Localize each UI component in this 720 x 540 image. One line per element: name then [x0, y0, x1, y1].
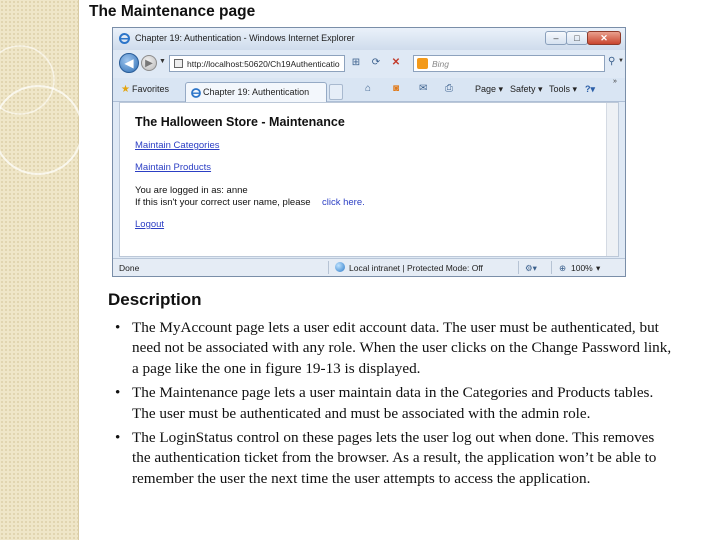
maintain-categories-link[interactable]: Maintain Categories	[135, 140, 220, 151]
read-mail-icon[interactable]: ✉	[419, 83, 428, 94]
search-placeholder: Bing	[432, 59, 450, 69]
status-text: Done	[119, 263, 140, 273]
toolbar-overflow-icon[interactable]: »	[613, 78, 617, 85]
tab-label: Chapter 19: Authentication	[203, 87, 310, 97]
stop-icon[interactable]: ✕	[391, 57, 401, 68]
vertical-scrollbar[interactable]	[606, 103, 618, 256]
description-bullet	[115, 318, 675, 379]
minimize-button[interactable]: –	[545, 31, 567, 45]
window-title: Chapter 19: Authentication - Windows Internet Explorer	[135, 33, 355, 43]
search-icon[interactable]: ⚲	[608, 56, 616, 67]
maximize-button[interactable]: □	[566, 31, 588, 45]
security-zone[interactable]: Local intranet | Protected Mode: Off	[349, 263, 483, 273]
zoom-dropdown-icon[interactable]: ▾	[596, 263, 601, 273]
status-separator	[518, 261, 519, 274]
globe-icon	[335, 262, 345, 272]
page-viewport	[119, 102, 619, 257]
maintain-products-link[interactable]: Maintain Products	[135, 162, 212, 173]
refresh-icon[interactable]: ⟳	[371, 57, 381, 68]
address-bar[interactable]	[169, 55, 345, 72]
zoom-icon[interactable]: ⊕	[559, 263, 567, 273]
favorites-button[interactable]	[117, 81, 173, 98]
safety-menu[interactable]: Safety ▾	[510, 84, 543, 94]
page-icon	[174, 59, 183, 68]
status-bar	[113, 258, 625, 276]
close-button[interactable]: ✕	[587, 31, 621, 45]
bullet-text: The LoginStatus control on these pages lets the user log out when done. This removes the authentication ticket from the browser. As a result, the application won’t be able to remember the user the next time the user attempts to access the application.	[132, 429, 657, 487]
bullet-text: The MyAccount page lets a user edit account data. The user must be authenticated, but need not be associated with any role. When the user clicks on the Change Password link, a page like the one in figure 19-13 is displayed.	[132, 319, 672, 377]
tools-menu[interactable]: Tools ▾	[549, 84, 578, 94]
description-bullet	[115, 383, 675, 424]
bing-icon	[417, 58, 428, 69]
description-list	[115, 318, 675, 493]
feeds-icon[interactable]: ◙	[393, 83, 400, 94]
bullet-icon: •	[115, 429, 121, 447]
description-heading: Description	[108, 290, 202, 309]
title-bar	[113, 28, 625, 50]
popup-blocker-icon[interactable]: ⚙▾	[525, 263, 537, 273]
search-options-dropdown[interactable]: ▼	[618, 58, 624, 64]
help-menu[interactable]: ?▾	[585, 84, 596, 94]
figure-title: The Maintenance page	[89, 3, 256, 20]
print-icon[interactable]: ⎙	[445, 83, 453, 94]
bullet-icon: •	[115, 319, 121, 336]
zoom-level[interactable]: 100%	[571, 263, 593, 273]
tab-active[interactable]	[185, 82, 327, 102]
address-text: http://localhost:50620/Ch19Authenticatio	[187, 59, 340, 69]
wrong-user-text: If this isn't your correct user name, please	[135, 197, 311, 208]
address-row	[113, 50, 625, 78]
search-input[interactable]	[413, 55, 605, 72]
browser-window	[112, 27, 626, 277]
back-icon[interactable]: ◀	[119, 53, 139, 73]
favorites-label: Favorites	[131, 84, 169, 94]
description-bullet	[115, 428, 675, 489]
forward-icon[interactable]: ▶	[141, 55, 157, 71]
logout-link[interactable]: Logout	[135, 219, 165, 230]
home-icon[interactable]: ⌂	[365, 83, 372, 94]
click-here-link[interactable]: click here.	[322, 197, 365, 208]
recent-pages-dropdown[interactable]: ▼	[159, 58, 166, 65]
logged-in-text: You are logged in as: anne	[135, 185, 248, 196]
bullet-icon: •	[115, 384, 121, 402]
page-heading: The Halloween Store - Maintenance	[135, 115, 345, 129]
tab-toolbar-row	[113, 78, 625, 102]
page-menu[interactable]: Page ▾	[475, 84, 504, 94]
status-separator	[328, 261, 329, 274]
ie-logo-icon	[119, 33, 130, 44]
favorites-star-icon: ★	[121, 84, 130, 95]
status-separator	[551, 261, 552, 274]
decorative-circles	[0, 0, 120, 200]
bullet-text: The Maintenance page lets a user maintain data in the Categories and Products tables. The user must be authenticated and must be associated with the admin role.	[132, 384, 654, 422]
decorative-sidebar	[0, 0, 79, 540]
compat-view-icon[interactable]: ⊞	[351, 57, 361, 68]
ie-logo-icon	[191, 88, 201, 98]
new-tab-button[interactable]	[329, 84, 343, 100]
